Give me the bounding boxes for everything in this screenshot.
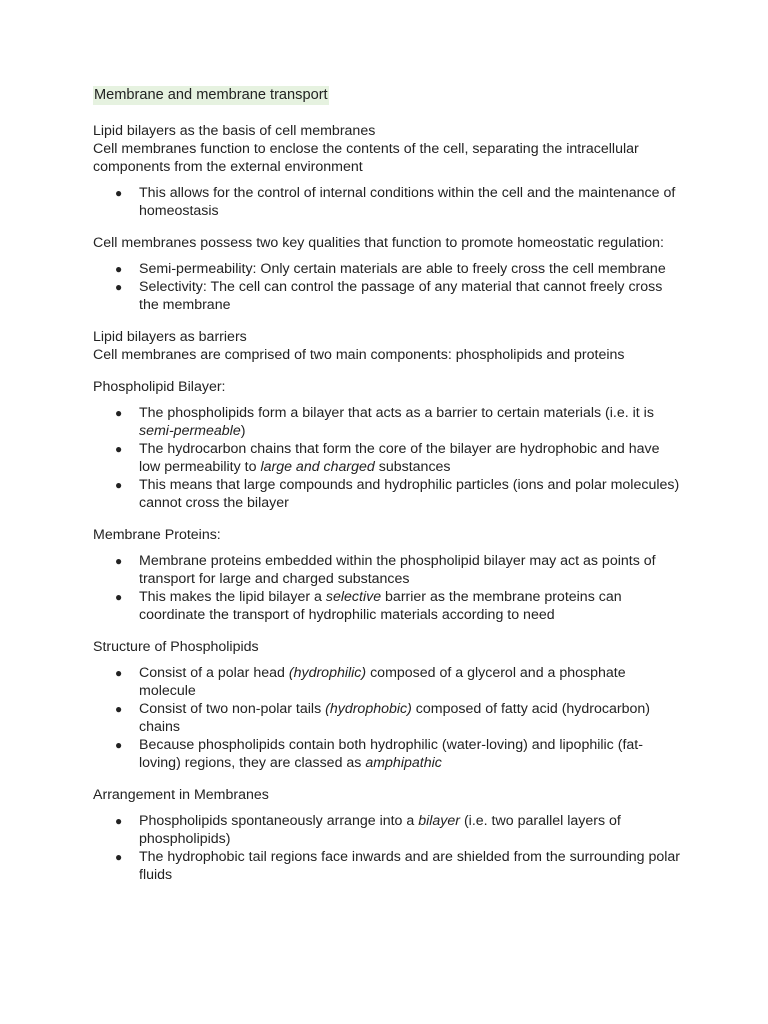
bullet-icon: ●: [115, 406, 123, 420]
document-title: Membrane and membrane transport: [94, 87, 328, 103]
bullet-list-4: [93, 552, 683, 624]
bullet-icon: ●: [115, 554, 123, 568]
bullet-list-5: [93, 664, 683, 772]
section-heading-arrangement-in-membranes: Arrangement in Membranes: [93, 787, 269, 803]
bullet-icon: ●: [115, 442, 123, 456]
bullet-icon: ●: [115, 702, 123, 716]
list-item: ● Phospholipids spontaneously arrange into a bilayer (i.e. two parallel layers of phospholipids): [115, 813, 621, 847]
list-item: ● The hydrophobic tail regions face inwards and are shielded from the surrounding polar fluids: [115, 849, 681, 883]
bullet-icon: ●: [115, 666, 123, 680]
bullet-icon: ●: [115, 850, 123, 864]
bullet-icon: ●: [115, 280, 123, 294]
section-heading-phospholipid-bilayer: Phospholipid Bilayer:: [93, 379, 226, 395]
list-item: ● Because phospholipids contain both hydrophilic (water-loving) and lipophilic (fat-loving) regions, they are classed as amphipathic: [115, 737, 643, 771]
document-body: [93, 86, 683, 884]
bullet-icon: ●: [115, 478, 123, 492]
paragraph-cell-membranes-function: Cell membranes function to enclose the contents of the cell, separating the intracellular components from the external environment: [93, 141, 639, 175]
list-item: ● This means that large compounds and hydrophilic particles (ions and polar molecules) cannot cross the bilayer: [115, 477, 680, 511]
section-heading-lipid-bilayers: Lipid bilayers as the basis of cell membranes: [93, 123, 376, 139]
bullet-icon: ●: [115, 590, 123, 604]
paragraph-key-qualities: Cell membranes possess two key qualities that function to promote homeostatic regulation:: [93, 235, 664, 251]
bullet-icon: ●: [115, 186, 123, 200]
bullet-list-2: [93, 260, 683, 314]
bullet-icon: ●: [115, 262, 123, 276]
list-item: ● The hydrocarbon chains that form the core of the bilayer are hydrophobic and have low permeability to large and charged substances: [115, 441, 660, 475]
section-heading-structure-of-phospholipids: Structure of Phospholipids: [93, 639, 259, 655]
list-item: ● Consist of a polar head (hydrophilic) composed of a glycerol and a phosphate molecule: [115, 665, 626, 699]
bullet-list-1: [93, 184, 683, 220]
bullet-icon: ●: [115, 814, 123, 828]
list-item: ● The phospholipids form a bilayer that acts as a barrier to certain materials (i.e. it is semi-permeable): [115, 405, 654, 439]
section-heading-barriers: Lipid bilayers as barriers: [93, 329, 247, 345]
bullet-list-6: [93, 812, 683, 884]
list-item: ● This makes the lipid bilayer a selective barrier as the membrane proteins can coordinate the transport of hydrophilic materials according to need: [115, 589, 622, 623]
bullet-icon: ●: [115, 738, 123, 752]
list-item: ● Consist of two non-polar tails (hydrophobic) composed of fatty acid (hydrocarbon) chains: [115, 701, 651, 735]
list-item: ● This allows for the control of internal conditions within the cell and the maintenance of homeostasis: [115, 185, 676, 219]
list-item: ● Selectivity: The cell can control the passage of any material that cannot freely cross the membrane: [115, 279, 663, 313]
list-item: ● Membrane proteins embedded within the phospholipid bilayer may act as points of transport for large and charged substances: [115, 553, 656, 587]
section-heading-membrane-proteins: Membrane Proteins:: [93, 527, 221, 543]
bullet-list-3: [93, 404, 683, 512]
paragraph-main-components: Cell membranes are comprised of two main components: phospholipids and proteins: [93, 347, 625, 363]
list-item: ● Semi-permeability: Only certain materials are able to freely cross the cell membrane: [115, 261, 666, 277]
